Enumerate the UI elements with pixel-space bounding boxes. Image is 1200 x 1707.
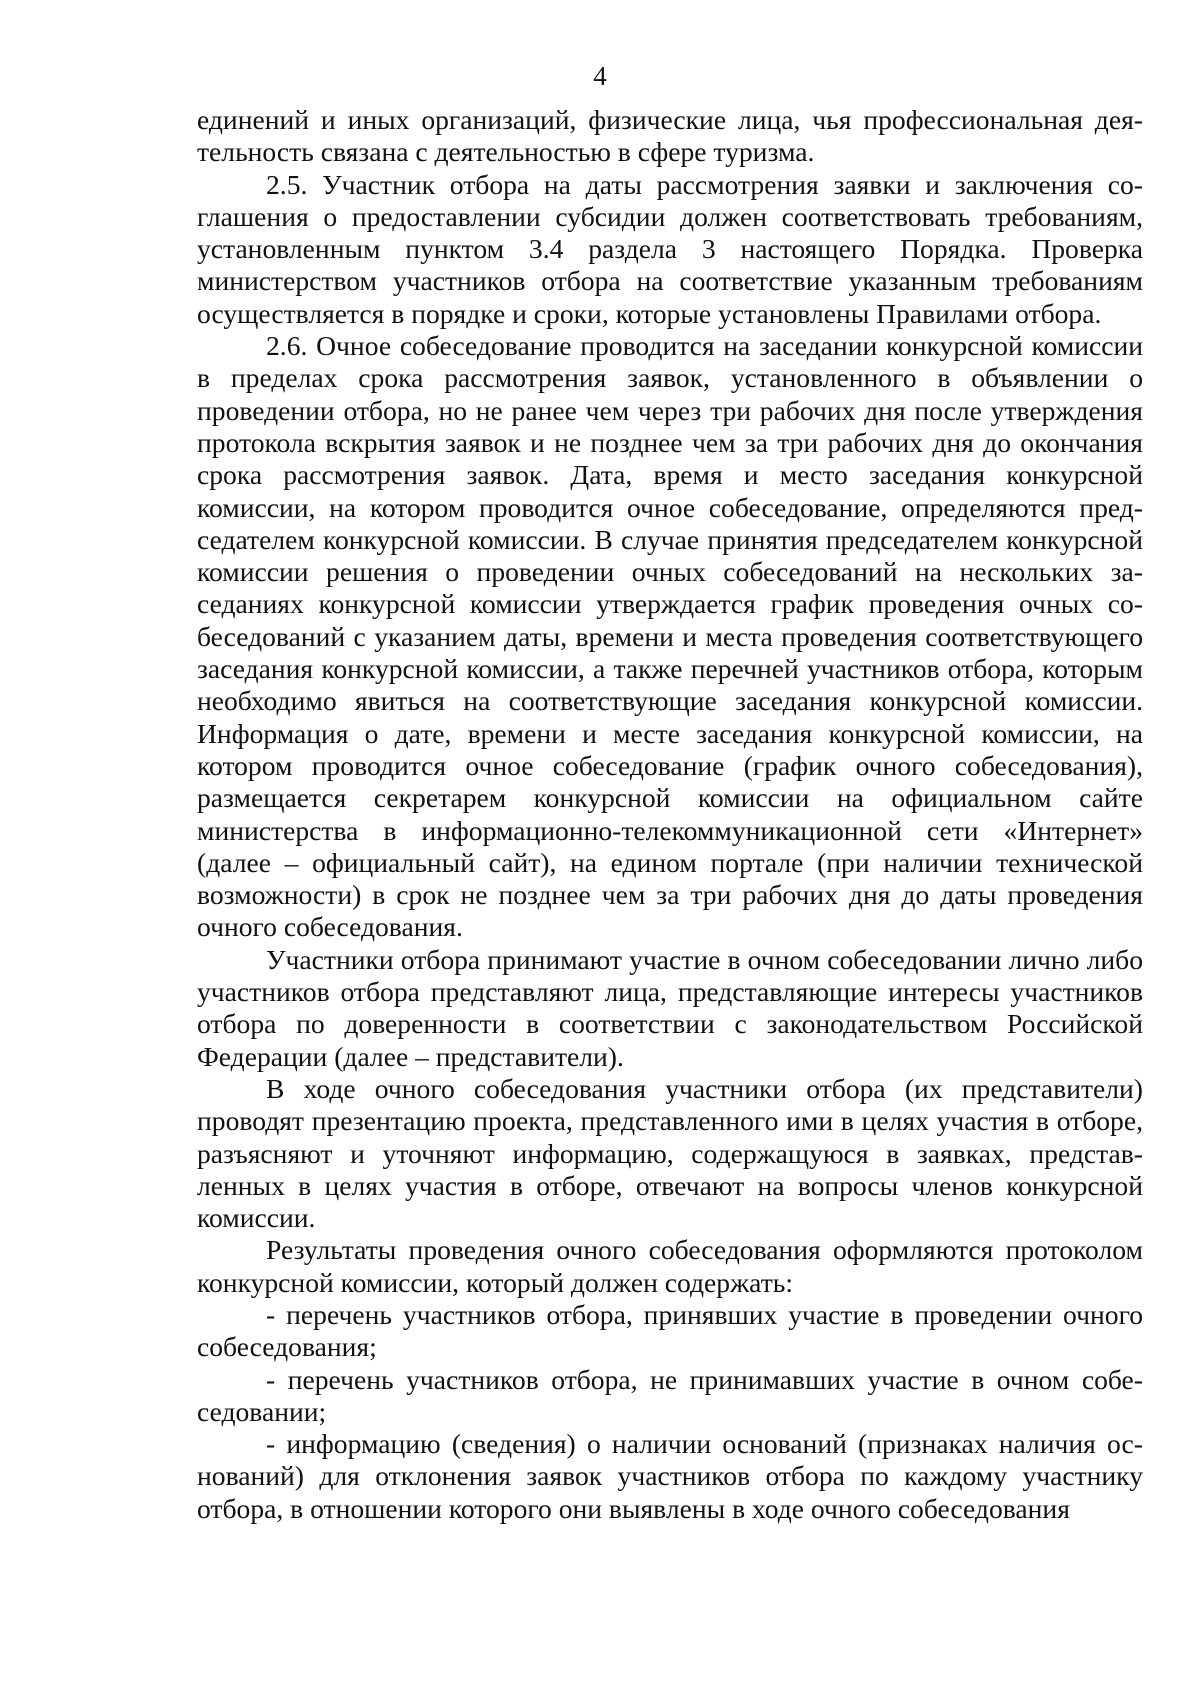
- list-item-rejection-grounds: - информацию (сведения) о наличии оснований (признаках наличия оснований) для отклонения заявок участников отбора по каждому участнику отбора, в отношении которого они выявлены в ходе очного собеседования: [197, 1428, 1143, 1524]
- document-body: [197, 104, 1143, 1525]
- page-number: 4: [593, 61, 607, 91]
- paragraph-clause-2-5: 2.5. Участник отбора на даты рассмотрения заявки и заключения соглашения о предоставлении субсидии должен соответствовать требованиям, установленным пунктом 3.4 раздела 3 настоящего Порядка. Проверка министерством участников отбора на соответствие указанным требованиям осуществляется в порядке и сроки, которые установлены Правилами отбора.: [197, 168, 1143, 329]
- paragraph-continuation: единений и иных организаций, физические лица, чья профессиональная деятельность связана с деятельностью в сфере туризма.: [197, 104, 1143, 168]
- paragraph-presentation: В ходе очного собеседования участники отбора (их представители) проводят презентацию проекта, представленного ими в целях участия в отборе, разъясняют и уточняют информацию, содержащуюся в заявках, представленных в целях участия в отборе, отвечают на вопросы членов конкурсной комиссии.: [197, 1072, 1143, 1234]
- list-item-participants-attended: - перечень участников отбора, принявших участие в проведении очного собеседования;: [197, 1298, 1143, 1363]
- paragraph-participation: Участники отбора принимают участие в очном собеседовании лично либо участников отбора представляют лица, представляющие интересы участников отбора по доверенности в соответствии с законодательством Российской Федерации (далее – представители).: [197, 943, 1143, 1072]
- paragraph-results: Результаты проведения очного собеседования оформляются протоколом конкурсной комиссии, который должен содержать:: [197, 1234, 1143, 1298]
- list-item-participants-absent: - перечень участников отбора, не принимавших участие в очном собеседовании;: [197, 1363, 1143, 1427]
- paragraph-clause-2-6: 2.6. Очное собеседование проводится на заседании конкурсной комиссии в пределах срока рассмотрения заявок, установленного в объявлении о проведении отбора, но не ранее чем через три рабочих дня после утверждения протокола вскрытия заявок и не позднее чем за три рабочих дня до окончания срока рассмотрения заявок. Дата, время и место заседания конкурсной комиссии, на котором проводится очное собеседование, определяются председателем конкурсной комиссии. В случае принятия председателем конкурсной комиссии решения о проведении очных собеседований на нескольких заседаниях конкурсной комиссии утверждается график проведения очных собеседований с указанием даты, времени и места проведения соответствующего заседания конкурсной комиссии, а также перечней участников отбора, которым необходимо явиться на соответствующие заседания конкурсной комиссии. Информация о дате, времени и месте заседания конкурсной комиссии, на котором проводится очное собеседование (график очного собеседования), размещается секретарем конкурсной комиссии на официальном сайте министерства в информационно-телекоммуникационной сети «Интернет» (далее – официальный сайт), на едином портале (при наличии технической возможности) в срок не позднее чем за три рабочих дня до даты проведения очного собеседования.: [197, 330, 1143, 943]
